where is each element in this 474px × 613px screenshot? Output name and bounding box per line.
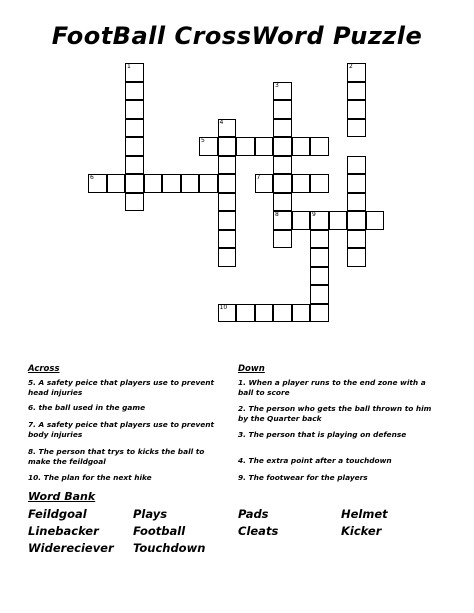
crossword-cell[interactable]	[218, 156, 237, 175]
clue-number: 2	[349, 63, 353, 70]
crossword-cell[interactable]	[347, 248, 366, 267]
crossword-cell[interactable]	[310, 174, 329, 193]
crossword-cell[interactable]	[310, 285, 329, 304]
clue-number: 5	[201, 137, 205, 144]
word-bank-item: Touchdown	[133, 541, 206, 555]
crossword-cell[interactable]	[347, 63, 366, 82]
crossword-cell[interactable]	[273, 211, 292, 230]
crossword-cell[interactable]	[218, 119, 237, 138]
clue-down-4: 4. The extra point after a touchdown	[238, 456, 392, 465]
clue-across-10: 10. The plan for the next hike	[28, 473, 152, 482]
crossword-cell[interactable]	[347, 100, 366, 119]
crossword-cell[interactable]	[218, 248, 237, 267]
clue-number: 8	[275, 211, 279, 218]
crossword-cell[interactable]	[310, 248, 329, 267]
crossword-cell[interactable]	[273, 230, 292, 249]
clue-across-7: 7. A safety peice that players use to prevent body injuries	[28, 420, 215, 439]
crossword-cell[interactable]	[273, 100, 292, 119]
crossword-cell[interactable]	[88, 174, 107, 193]
word-bank-item: Cleats	[238, 524, 279, 538]
clue-down-3: 3. The person that is playing on defense	[238, 430, 407, 439]
crossword-cell[interactable]	[292, 211, 311, 230]
crossword-cell[interactable]	[125, 100, 144, 119]
clue-down-2: 2. The person who gets the ball thrown to him by the Quarter back	[238, 404, 432, 423]
crossword-cell[interactable]	[125, 156, 144, 175]
clue-number: 4	[219, 118, 224, 126]
crossword-cell[interactable]	[347, 174, 366, 193]
crossword-cell[interactable]	[310, 267, 329, 286]
clue-number: 10	[219, 303, 228, 311]
word-bank-item: Widereciever	[28, 541, 114, 555]
word-bank-item: Pads	[238, 507, 269, 521]
crossword-cell[interactable]	[255, 137, 274, 156]
crossword-cell[interactable]	[255, 174, 274, 193]
crossword-cell[interactable]	[310, 211, 329, 230]
crossword-cell[interactable]	[273, 119, 292, 138]
clue-number: 1	[127, 63, 131, 70]
crossword-cell[interactable]	[347, 156, 366, 175]
crossword-cell[interactable]	[292, 304, 311, 323]
down-heading: Down	[238, 364, 265, 374]
word-bank-item: Helmet	[341, 507, 388, 521]
clue-number: 6	[90, 174, 94, 181]
crossword-cell[interactable]	[199, 137, 218, 156]
crossword-cell[interactable]	[347, 193, 366, 212]
crossword-cell[interactable]	[292, 137, 311, 156]
puzzle-title: FootBall CrossWord Puzzle	[51, 22, 423, 50]
clue-down-9: 9. The footwear for the players	[238, 473, 368, 482]
crossword-cell[interactable]	[292, 174, 311, 193]
crossword-cell[interactable]	[273, 156, 292, 175]
crossword-cell[interactable]	[125, 193, 144, 212]
crossword-cell[interactable]	[310, 137, 329, 156]
crossword-cell[interactable]	[347, 211, 366, 230]
crossword-cell[interactable]	[366, 211, 385, 230]
crossword-cell[interactable]	[236, 304, 255, 323]
crossword-cell[interactable]	[347, 230, 366, 249]
crossword-cell[interactable]	[125, 137, 144, 156]
crossword-cell[interactable]	[218, 193, 237, 212]
word-bank-item: Football	[133, 524, 186, 538]
crossword-cell[interactable]	[125, 119, 144, 138]
crossword-cell[interactable]	[125, 174, 144, 193]
word-bank-item: Kicker	[341, 524, 382, 538]
crossword-cell[interactable]	[144, 174, 163, 193]
word-bank-item: Feildgoal	[28, 507, 87, 521]
crossword-cell[interactable]	[273, 304, 292, 323]
crossword-cell[interactable]	[218, 304, 237, 323]
crossword-cell[interactable]	[347, 119, 366, 138]
crossword-cell[interactable]	[273, 137, 292, 156]
across-heading: Across	[28, 364, 60, 374]
crossword-cell[interactable]	[347, 82, 366, 101]
clue-across-5: 5. A safety peice that players use to prevent head injuries	[28, 378, 215, 397]
crossword-cell[interactable]	[218, 174, 237, 193]
crossword-cell[interactable]	[273, 193, 292, 212]
clue-across-6: 6. the ball used in the game	[28, 403, 146, 412]
clue-number: 7	[256, 174, 261, 181]
crossword-cell[interactable]	[218, 230, 237, 249]
word-bank-heading: Word Bank	[28, 490, 96, 503]
word-bank-item: Plays	[133, 507, 168, 521]
crossword-cell[interactable]	[255, 304, 274, 323]
crossword-cell[interactable]	[199, 174, 218, 193]
crossword-cell[interactable]	[107, 174, 126, 193]
clue-across-8: 8. The person that trys to kicks the ball to make the feildgoal	[28, 447, 205, 466]
crossword-cell[interactable]	[125, 82, 144, 101]
clue-down-1: 1. When a player runs to the end zone with a ball to score	[238, 378, 426, 397]
crossword-cell[interactable]	[310, 304, 329, 323]
crossword-cell[interactable]	[162, 174, 181, 193]
crossword-cell[interactable]	[218, 211, 237, 230]
crossword-cell[interactable]	[310, 230, 329, 249]
crossword-cell[interactable]	[236, 137, 255, 156]
word-bank-item: Linebacker	[28, 524, 99, 538]
clue-number: 9	[312, 211, 316, 218]
crossword-cell[interactable]	[273, 174, 292, 193]
crossword-cell[interactable]	[273, 82, 292, 101]
crossword-cell[interactable]	[181, 174, 200, 193]
crossword-cell[interactable]	[329, 211, 348, 230]
crossword-cell[interactable]	[218, 137, 237, 156]
clue-number: 3	[275, 81, 279, 89]
crossword-cell[interactable]	[125, 63, 144, 82]
